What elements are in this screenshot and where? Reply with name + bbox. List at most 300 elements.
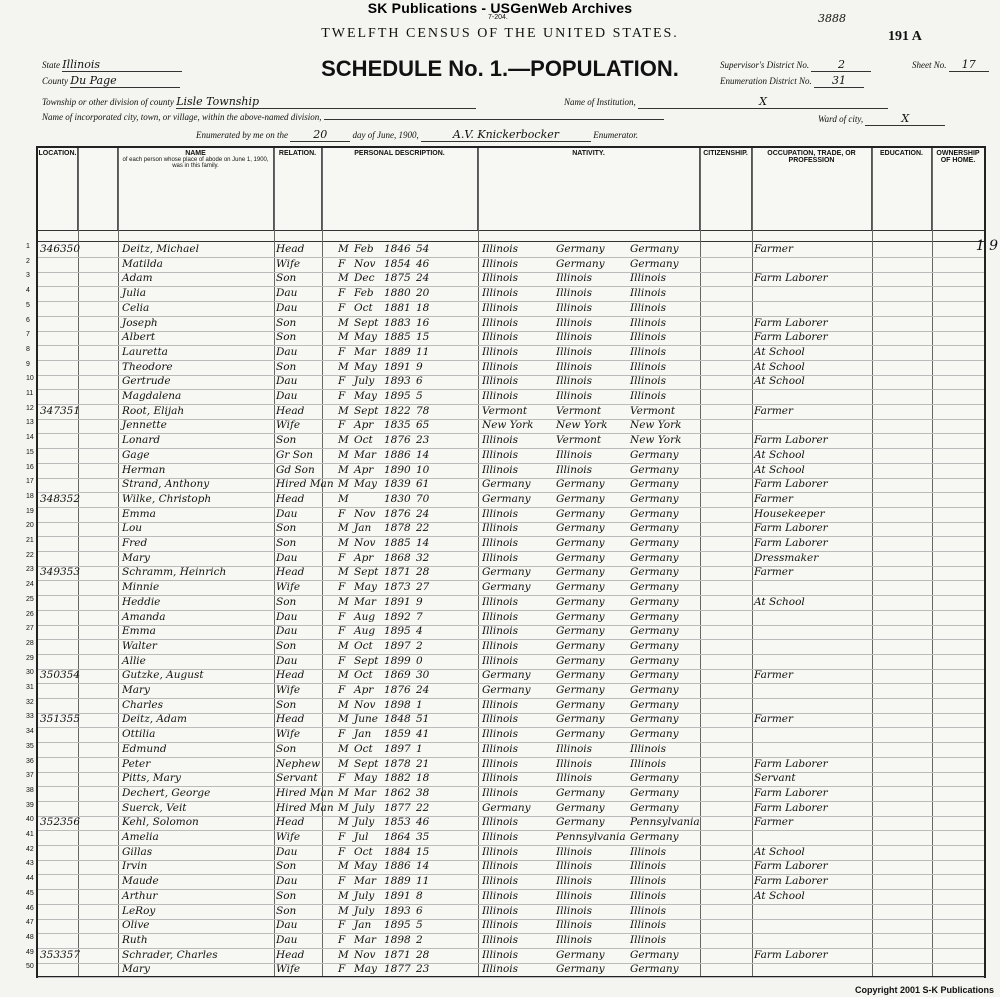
mother-birthplace: Illinois — [630, 757, 667, 770]
occupation: Farm Laborer — [754, 522, 828, 535]
row-number: 49 — [26, 948, 34, 956]
mother-birthplace: Germany — [630, 639, 679, 652]
birthplace: Illinois — [482, 845, 519, 858]
mother-birthplace: Germany — [630, 581, 679, 594]
birth-year: 1890 — [384, 463, 411, 476]
occupation: Servant — [754, 772, 796, 785]
birth-year: 1886 — [384, 448, 411, 461]
age: 14 — [416, 537, 430, 549]
birth-month: May — [354, 581, 377, 594]
supervisor-label: Supervisor's District No. — [720, 60, 810, 70]
father-birthplace: Illinois — [556, 345, 593, 358]
table-row — [26, 948, 984, 964]
birth-month: May — [354, 860, 377, 873]
age: 28 — [416, 948, 430, 961]
birth-year: 1891 — [384, 595, 411, 608]
age: 14 — [416, 860, 430, 873]
birthplace: Germany — [482, 492, 531, 505]
supervisor-line — [720, 58, 871, 72]
row-number: 42 — [26, 845, 34, 853]
relation: Son — [276, 331, 297, 344]
birth-year: 1876 — [384, 684, 411, 696]
age: 30 — [416, 669, 430, 682]
mother-birthplace: Germany — [630, 595, 679, 608]
occupation: At School — [754, 345, 805, 358]
table-row — [26, 345, 984, 361]
person-name: Pitts, Mary — [122, 772, 181, 785]
sex: F — [338, 419, 346, 432]
mother-birthplace: Germany — [630, 522, 679, 535]
father-birthplace: Germany — [556, 566, 605, 579]
table-row — [26, 904, 984, 920]
occupation: Farmer — [754, 404, 794, 417]
relation: Dau — [276, 625, 298, 638]
row-number: 3 — [26, 272, 30, 280]
birthplace: Illinois — [482, 742, 519, 755]
person-name: Maude — [122, 875, 159, 888]
col-location-numbers — [78, 148, 118, 230]
birthplace: Illinois — [482, 331, 519, 344]
birth-year: 1891 — [384, 360, 411, 373]
father-birthplace: Germany — [556, 507, 605, 520]
mother-birthplace: Germany — [630, 713, 679, 726]
father-birthplace: Germany — [556, 801, 605, 814]
birthplace: Illinois — [482, 434, 519, 447]
father-birthplace: Germany — [556, 492, 605, 505]
age: 24 — [416, 684, 430, 696]
father-birthplace: Germany — [556, 684, 605, 696]
mother-birthplace: Illinois — [630, 845, 667, 858]
age: 22 — [416, 801, 430, 814]
birthplace: Illinois — [482, 963, 519, 976]
occupation: Farm Laborer — [754, 434, 828, 447]
sex: M — [338, 463, 349, 476]
birthplace: Illinois — [482, 625, 519, 638]
father-birthplace: Germany — [556, 669, 605, 682]
occupation: Farm Laborer — [754, 331, 828, 344]
family-number: 353 — [60, 566, 81, 579]
birth-year: 1898 — [384, 698, 411, 711]
age: 38 — [416, 786, 430, 799]
person-name: Root, Elijah — [122, 404, 185, 417]
person-name: Adam — [122, 272, 153, 285]
table-row — [26, 565, 984, 581]
person-name: Charles — [122, 698, 164, 711]
state-value: Illinois — [62, 58, 182, 72]
sex: M — [338, 948, 349, 961]
relation: Son — [276, 889, 297, 902]
sex: F — [338, 963, 346, 976]
table-row — [26, 463, 984, 479]
table-row — [26, 874, 984, 890]
row-number: 23 — [26, 566, 34, 574]
birth-month: Feb — [354, 243, 374, 255]
relation: Son — [276, 860, 297, 873]
relation: Dau — [276, 345, 298, 358]
township-line — [42, 95, 476, 109]
sex: F — [338, 625, 346, 638]
age: 6 — [416, 375, 423, 388]
birth-month: Nov — [354, 537, 376, 549]
birth-month: May — [354, 963, 377, 976]
sex: M — [338, 904, 349, 917]
father-birthplace: Germany — [556, 713, 605, 726]
enumerated-prefix: Enumerated by me on the — [196, 130, 288, 140]
table-row — [26, 404, 984, 420]
sex: F — [338, 301, 346, 314]
table-row — [26, 624, 984, 640]
birth-month: July — [354, 375, 375, 388]
occupation: Farm Laborer — [754, 757, 828, 770]
age: 11 — [416, 875, 430, 888]
mother-birthplace: Germany — [630, 625, 679, 638]
sex: M — [338, 860, 349, 873]
birth-year: 1839 — [384, 478, 411, 491]
mother-birthplace: Germany — [630, 507, 679, 520]
table-row — [26, 727, 984, 743]
row-number: 38 — [26, 786, 34, 794]
birthplace: Illinois — [482, 287, 519, 300]
birthplace: Germany — [482, 566, 531, 579]
sex: M — [338, 757, 349, 770]
col-relation: RELATION. — [274, 148, 322, 230]
table-row — [26, 242, 984, 258]
age: 9 — [416, 360, 423, 373]
sex: F — [338, 684, 346, 696]
relation: Wife — [276, 684, 301, 696]
birth-year: 1848 — [384, 713, 411, 726]
age: 15 — [416, 331, 430, 344]
relation: Dau — [276, 919, 298, 932]
birth-month: May — [354, 478, 377, 491]
father-birthplace: Germany — [556, 816, 605, 829]
institution-line — [564, 95, 888, 109]
dwelling-number: 349 — [40, 566, 61, 579]
sex: M — [338, 713, 349, 726]
birth-year: 1897 — [384, 742, 411, 755]
occupation: Farm Laborer — [754, 801, 828, 814]
institution-label: Name of Institution, — [564, 97, 636, 107]
person-name: Albert — [122, 331, 156, 344]
sex: F — [338, 919, 346, 932]
table-row — [26, 859, 984, 875]
occupation: Farm Laborer — [754, 860, 828, 873]
sheet-label: Sheet No. — [912, 60, 947, 70]
birth-month: Feb — [354, 287, 374, 300]
birth-year: 1862 — [384, 786, 411, 799]
table-row — [26, 786, 984, 802]
mother-birthplace: Germany — [630, 654, 679, 667]
sex: M — [338, 492, 349, 505]
person-name: LeRoy — [122, 904, 156, 917]
age: 2 — [416, 639, 423, 652]
mother-birthplace: Germany — [630, 537, 679, 549]
table-row — [26, 448, 984, 464]
father-birthplace: Illinois — [556, 860, 593, 873]
birthplace: Illinois — [482, 816, 519, 829]
table-row — [26, 845, 984, 861]
occupation: Farm Laborer — [754, 948, 828, 961]
relation: Son — [276, 537, 297, 549]
age: 24 — [416, 272, 430, 285]
birth-year: 1895 — [384, 390, 411, 402]
relation: Head — [276, 243, 305, 255]
father-birthplace: Illinois — [556, 875, 593, 888]
mother-birthplace: Vermont — [630, 404, 676, 417]
sex: M — [338, 742, 349, 755]
birth-month: Nov — [354, 257, 376, 270]
birthplace: Illinois — [482, 595, 519, 608]
sex: M — [338, 801, 349, 814]
table-row — [26, 815, 984, 831]
birth-year: 1877 — [384, 801, 411, 814]
sex: F — [338, 610, 346, 623]
person-name: Walter — [122, 639, 157, 652]
copyright: Copyright 2001 S-K Publications — [854, 985, 994, 995]
person-name: Mary — [122, 684, 150, 696]
township-value: Lisle Township — [176, 95, 476, 109]
ward-value: X — [865, 112, 945, 126]
col-nativity: NATIVITY. — [478, 148, 700, 230]
birth-month: Oct — [354, 434, 373, 447]
table-row — [26, 492, 984, 508]
age: 22 — [416, 522, 430, 535]
person-name: Irvin — [122, 860, 148, 873]
person-name: Gertrude — [122, 375, 171, 388]
enumerator-label: Enumerator. — [593, 130, 638, 140]
row-number: 28 — [26, 639, 34, 647]
mother-birthplace: Illinois — [630, 272, 667, 285]
person-name: Dechert, George — [122, 786, 211, 799]
table-row — [26, 610, 984, 626]
person-name: Gutzke, August — [122, 669, 204, 682]
relation: Dau — [276, 507, 298, 520]
state-line — [42, 58, 182, 72]
birth-month: July — [354, 801, 375, 814]
sex: M — [338, 272, 349, 285]
birth-month: Aug — [354, 610, 376, 623]
birthplace: Illinois — [482, 860, 519, 873]
sex: F — [338, 772, 346, 785]
father-birthplace: Germany — [556, 639, 605, 652]
father-birthplace: Germany — [556, 786, 605, 799]
birth-month: Mar — [354, 595, 377, 608]
birth-year: 1873 — [384, 581, 411, 594]
person-name: Deitz, Adam — [122, 713, 187, 726]
birth-month: Apr — [354, 684, 374, 696]
relation: Wife — [276, 419, 301, 432]
birthplace: Germany — [482, 478, 531, 491]
birthplace: Illinois — [482, 316, 519, 329]
birth-year: 1889 — [384, 875, 411, 888]
incorporated-label: Name of incorporated city, town, or village, within the above-named division, — [42, 112, 322, 122]
schedule-title: SCHEDULE No. 1.—POPULATION. — [321, 56, 679, 81]
occupation: Dressmaker — [754, 551, 819, 564]
page-number: 191 A — [888, 29, 922, 44]
sex: M — [338, 316, 349, 329]
birth-month: Sept — [354, 654, 379, 667]
occupation: At School — [754, 463, 805, 476]
row-number: 33 — [26, 713, 34, 721]
birthplace: Illinois — [482, 301, 519, 314]
census-title: TWELFTH CENSUS OF THE UNITED STATES. — [321, 26, 679, 41]
birthplace: Illinois — [482, 728, 519, 741]
mother-birthplace: Illinois — [630, 287, 667, 300]
mother-birthplace: Illinois — [630, 375, 667, 388]
birth-month: Mar — [354, 345, 377, 358]
relation: Head — [276, 566, 305, 579]
table-row — [26, 286, 984, 302]
mother-birthplace: Germany — [630, 448, 679, 461]
birth-month: Oct — [354, 669, 373, 682]
birthplace: Illinois — [482, 448, 519, 461]
mother-birthplace: Illinois — [630, 360, 667, 373]
birthplace: Illinois — [482, 375, 519, 388]
mother-birthplace: Germany — [630, 478, 679, 491]
birth-year: 1895 — [384, 625, 411, 638]
row-number: 39 — [26, 801, 34, 809]
age: 54 — [416, 243, 430, 255]
father-birthplace: Germany — [556, 654, 605, 667]
row-number: 27 — [26, 625, 34, 633]
father-birthplace: New York — [556, 419, 608, 432]
row-number: 9 — [26, 360, 30, 368]
age: 6 — [416, 904, 423, 917]
father-birthplace: Germany — [556, 963, 605, 976]
sex: M — [338, 360, 349, 373]
table-row — [26, 551, 984, 567]
father-birthplace: Illinois — [556, 331, 593, 344]
enumeration-line — [720, 74, 864, 88]
margin-mark: 1 9 — [975, 238, 998, 254]
mother-birthplace: Illinois — [630, 904, 667, 917]
birth-year: 1886 — [384, 860, 411, 873]
sex: M — [338, 698, 349, 711]
father-birthplace: Illinois — [556, 919, 593, 932]
relation: Dau — [276, 301, 298, 314]
occupation: At School — [754, 595, 805, 608]
person-name: Mary — [122, 551, 150, 564]
relation: Head — [276, 404, 305, 417]
birthplace: Illinois — [482, 507, 519, 520]
relation: Dau — [276, 610, 298, 623]
person-name: Amanda — [122, 610, 166, 623]
birthplace: Germany — [482, 801, 531, 814]
birth-month: Jul — [354, 831, 369, 843]
table-row — [26, 742, 984, 758]
age: 15 — [416, 845, 430, 858]
mother-birthplace: Germany — [630, 566, 679, 579]
occupation: Farmer — [754, 243, 794, 255]
birthplace: Illinois — [482, 889, 519, 902]
sex: F — [338, 728, 346, 741]
birth-year: 1854 — [384, 257, 411, 270]
col-personal: PERSONAL DESCRIPTION. — [322, 148, 478, 230]
relation: Wife — [276, 963, 301, 976]
birth-month: Apr — [354, 419, 374, 432]
relation: Wife — [276, 831, 301, 843]
mother-birthplace: Germany — [630, 610, 679, 623]
birth-year: 1899 — [384, 654, 411, 667]
institution-value: X — [638, 95, 888, 109]
row-number: 12 — [26, 404, 34, 412]
sheet-line — [912, 58, 989, 72]
age: 8 — [416, 889, 423, 902]
birthplace: Illinois — [482, 360, 519, 373]
relation: Son — [276, 522, 297, 535]
person-name: Suerck, Veit — [122, 801, 187, 814]
row-number: 19 — [26, 507, 34, 515]
table-row — [26, 418, 984, 434]
occupation: At School — [754, 448, 805, 461]
birthplace: Illinois — [482, 713, 519, 726]
col-location: LOCATION. — [38, 148, 78, 230]
table-row — [26, 477, 984, 493]
father-birthplace: Germany — [556, 610, 605, 623]
table-row — [26, 801, 984, 817]
father-birthplace: Germany — [556, 257, 605, 270]
birthplace: Illinois — [482, 786, 519, 799]
person-name: Matilda — [122, 257, 163, 270]
relation: Son — [276, 639, 297, 652]
birth-year: 1885 — [384, 537, 411, 549]
birth-month: Mar — [354, 875, 377, 888]
mother-birthplace: Illinois — [630, 345, 667, 358]
birthplace: Illinois — [482, 831, 519, 843]
age: 21 — [416, 757, 430, 770]
dwelling-number: 353 — [40, 948, 61, 961]
birthplace: Illinois — [482, 698, 519, 711]
birth-month: Oct — [354, 301, 373, 314]
relation: Wife — [276, 728, 301, 741]
father-birthplace: Illinois — [556, 933, 593, 946]
table-row — [26, 580, 984, 596]
occupation: Farm Laborer — [754, 786, 828, 799]
table-row — [26, 771, 984, 787]
birthplace: Illinois — [482, 390, 519, 402]
table-row — [26, 698, 984, 714]
person-name: Julia — [122, 287, 146, 300]
row-number: 2 — [26, 257, 30, 265]
person-name: Ottilia — [122, 728, 156, 741]
row-number: 6 — [26, 316, 30, 324]
birthplace: Illinois — [482, 257, 519, 270]
birth-month: May — [354, 360, 377, 373]
father-birthplace: Illinois — [556, 772, 593, 785]
table-row — [26, 330, 984, 346]
age: 0 — [416, 654, 423, 667]
father-birthplace: Germany — [556, 243, 605, 255]
col-ownership: OWNERSHIP OF HOME. — [936, 150, 980, 164]
row-number: 50 — [26, 963, 34, 971]
birth-month: Sept — [354, 566, 379, 579]
father-birthplace: Vermont — [556, 404, 602, 417]
mother-birthplace: Illinois — [630, 889, 667, 902]
birth-month: July — [354, 816, 375, 829]
dwelling-number: 348 — [40, 492, 61, 505]
father-birthplace: Illinois — [556, 360, 593, 373]
row-number: 40 — [26, 816, 34, 824]
row-number: 41 — [26, 831, 34, 838]
birth-year: 1892 — [384, 610, 411, 623]
age: 41 — [416, 728, 430, 741]
row-number: 11 — [26, 390, 34, 397]
relation: Son — [276, 904, 297, 917]
row-number: 47 — [26, 919, 34, 927]
row-number: 22 — [26, 551, 34, 559]
birthplace: Germany — [482, 684, 531, 696]
age: 11 — [416, 345, 430, 358]
